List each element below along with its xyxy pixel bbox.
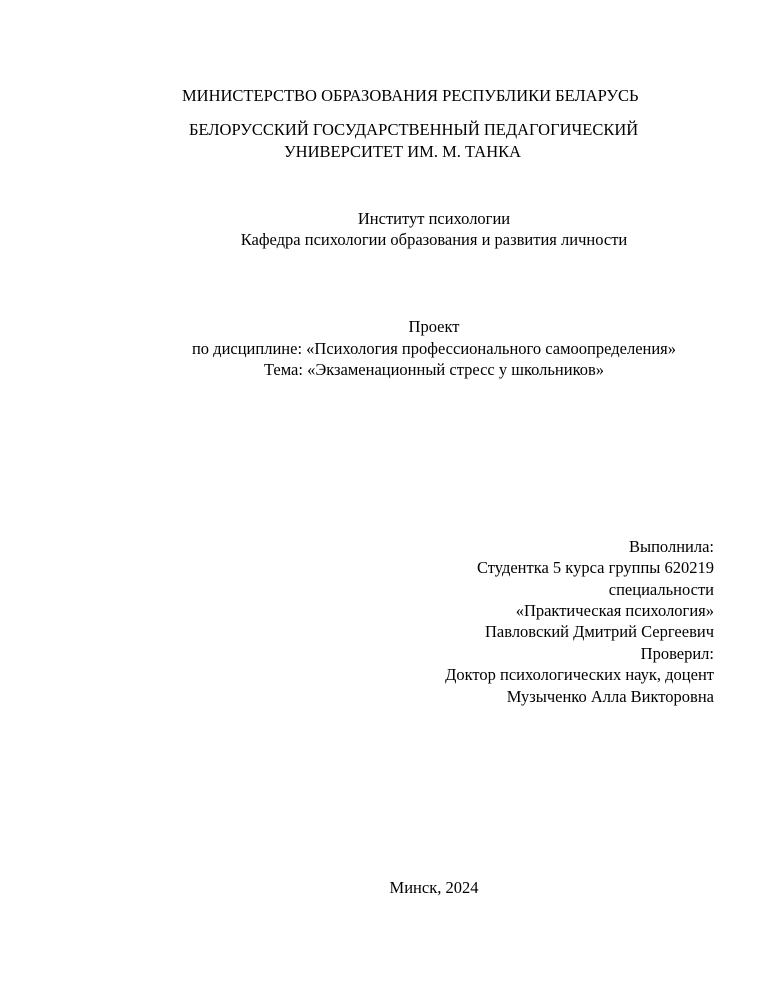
specialty-label: специальности: [608, 580, 714, 599]
chair-name: Кафедра психологии образования и развития личности: [240, 230, 628, 249]
specialty-name: «Практическая психология»: [515, 601, 714, 620]
project-type: Проект: [408, 317, 460, 336]
performed-label: Выполнила:: [629, 537, 714, 556]
supervisor-name: Музыченко Алла Викторовна: [506, 687, 714, 706]
student-info: Студентка 5 курса группы 620219: [476, 558, 714, 577]
university-heading-line2: УНИВЕРСИТЕТ ИМ. М. ТАНКА: [284, 142, 522, 161]
project-topic: Тема: «Экзаменационный стресс у школьников»: [263, 360, 605, 379]
city-year: Минск, 2024: [389, 878, 479, 897]
checked-label: Проверил:: [640, 644, 714, 663]
supervisor-title: Доктор психологических наук, доцент: [445, 665, 714, 684]
project-discipline: по дисциплине: «Психология профессионального самоопределения»: [191, 339, 677, 358]
university-heading-line1: БЕЛОРУССКИЙ ГОСУДАРСТВЕННЫЙ ПЕДАГОГИЧЕСКИЙ: [189, 120, 639, 139]
ministry-heading: МИНИСТЕРСТВО ОБРАЗОВАНИЯ РЕСПУБЛИКИ БЕЛАРУСЬ: [182, 86, 639, 105]
institute-name: Институт психологии: [357, 209, 511, 228]
student-name: Павловский Дмитрий Сергеевич: [485, 622, 714, 641]
